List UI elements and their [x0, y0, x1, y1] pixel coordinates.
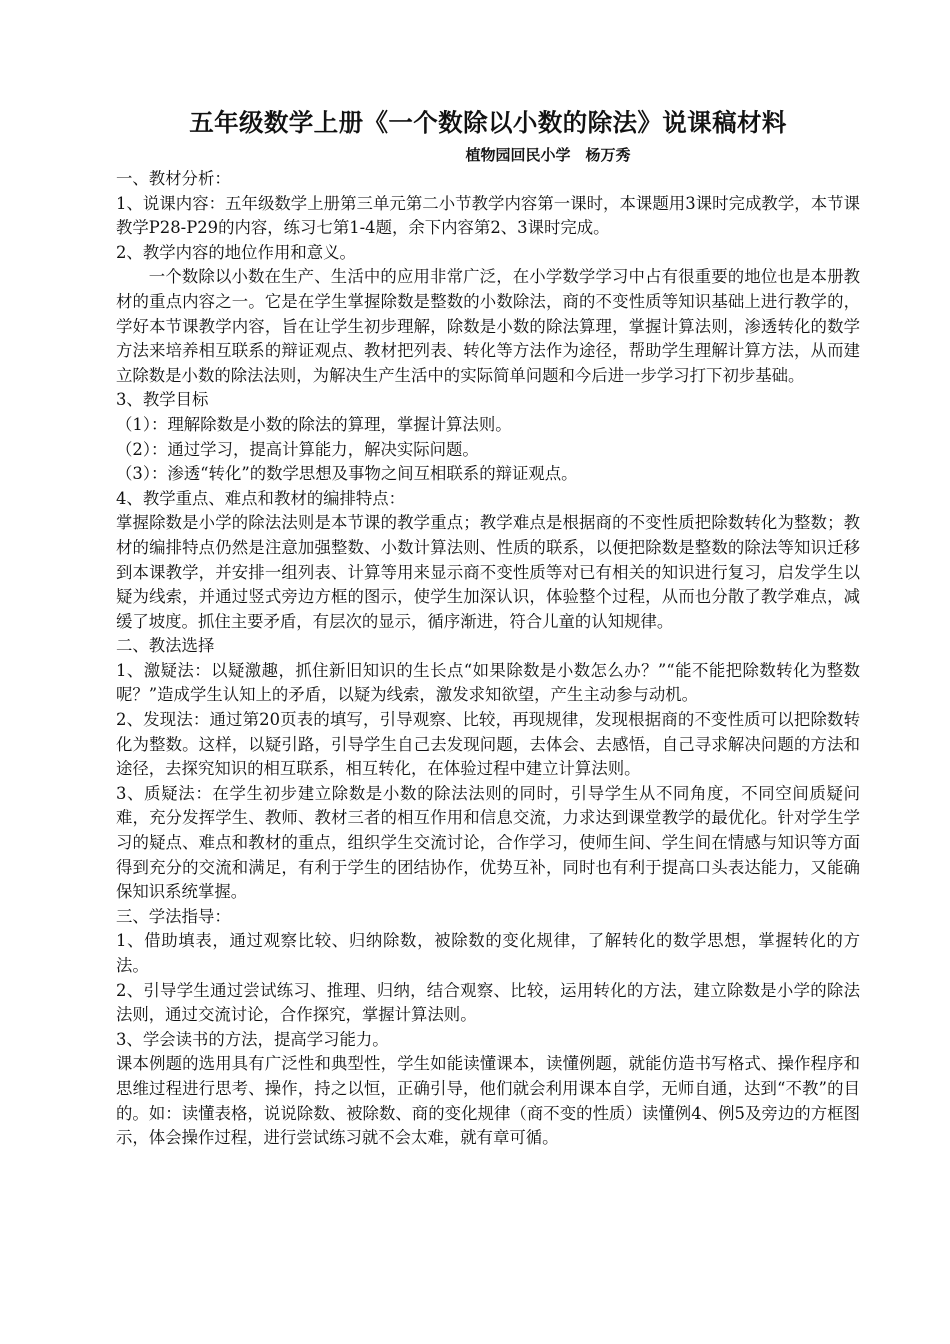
list-item: （3）：渗透“转化”的数学思想及事物之间互相联系的辩证观点。	[116, 464, 578, 484]
subsection-heading: 4、教学重点、难点和教材的编排特点：	[116, 488, 406, 508]
section-heading: 三、学法指导：	[116, 906, 231, 926]
document-author: 植物园回民小学 杨万秀	[465, 146, 631, 164]
subsection-heading: 2、教学内容的地位作用和意义。	[116, 242, 356, 262]
paragraph: 2、发现法：通过第20页表的填写，引导观察、比较，再现规律，发现根据商的不变性质可以把除数转化为整数。这样，以疑引路，引导学生自己去发现问题，去体会、去感悟，自己寻求解决问题的方法和途径，去探究知识的相互联系，相互转化，在体验过程中建立计算法则。	[116, 710, 860, 779]
document-title: 五年级数学上册《一个数除以小数的除法》说课稿材料	[189, 108, 787, 137]
paragraph: 掌握除数是小学的除法法则是本节课的教学重点；教学难点是根据商的不变性质把除数转化为整数；教材的编排特点仍然是注意加强整数、小数计算法则、性质的联系，以便把除数是整数的除法等知识迁移到本课教学，并安排一组列表、计算等用来显示商不变性质等对已有相关的知识进行复习，启发学生以疑为线索，并通过竖式旁边方框的图示，使学生加深认识，体验整个过程，从而也分散了教学难点，减缓了坡度。抓住主要矛盾，有层次的显示，循序渐进，符合儿童的认知规律。	[116, 513, 860, 631]
section-heading: 二、教法选择	[116, 636, 215, 656]
paragraph: 3、质疑法：在学生初步建立除数是小数的除法法则的同时，引导学生从不同角度，不同空间质疑问难，充分发挥学生、教师、教材三者的相互作用和信息交流，力求达到课堂教学的最优化。针对学生学习的疑点、难点和教材的重点，组织学生交流讨论，合作学习，使师生间、学生间在情感与知识等方面得到充分的交流和满足，有利于学生的团结协作，优势互补，同时也有利于提高口头表达能力，又能确保知识系统掌握。	[116, 783, 860, 902]
paragraph: 1、借助填表，通过观察比较、归纳除数，被除数的变化规律，了解转化的数学思想，掌握转化的方法。	[116, 931, 860, 975]
paragraph: 课本例题的选用具有广泛性和典型性，学生如能读懂课本，读懂例题，就能仿造书写格式、操作程序和思维过程进行思考、操作，持之以恒，正确引导，他们就会利用课本自学，无师自通，达到“不教”的目的。如：读懂表格，说说除数、被除数、商的变化规律（商不变的性质）读懂例4、例5及旁边的方框图示，体会操作过程，进行尝试练习就不会太难，就有章可循。	[116, 1054, 860, 1148]
document-page	[116, 103, 860, 1151]
list-item: （2）：通过学习，提高计算能力，解决实际问题。	[116, 439, 479, 459]
list-item: （1）：理解除数是小数的除法的算理，掌握计算法则。	[116, 414, 512, 434]
paragraph: 1、说课内容：五年级数学上册第三单元第二小节教学内容第一课时，本课题用3课时完成教学，本节课教学P28-P29的内容，练习七第1-4题，余下内容第2、3课时完成。	[116, 193, 860, 238]
paragraph: 一个数除以小数在生产、生活中的应用非常广泛，在小学数学学习中占有很重要的地位也是本册教材的重点内容之一。它是在学生掌握除数是整数的小数除法，商的不变性质等知识基础上进行教学的，学好本节课教学内容，旨在让学生初步理解，除数是小数的除法算理，掌握计算法则，渗透转化的数学方法来培养相互联系的辩证观点、教材把列表、转化等方法作为途径，帮助学生理解计算方法，从而建立除数是小数的除法法则，为解决生产生活中的实际简单问题和今后进一步学习打下初步基础。	[116, 267, 860, 385]
paragraph: 2、引导学生通过尝试练习、推理、归纳，结合观察、比较，运用转化的方法，建立除数是小学的除法法则，通过交流讨论，合作探究，掌握计算法则。	[116, 980, 860, 1025]
paragraph: 1、激疑法：以疑激趣，抓住新旧知识的生长点“如果除数是小数怎么办？”“能不能把除数转化为整数呢？”造成学生认知上的矛盾，以疑为线索，激发求知欲望，产生主动参与动机。	[116, 660, 860, 705]
subsection-heading: 3、学会读书的方法，提高学习能力。	[116, 1029, 389, 1049]
subsection-heading: 3、教学目标	[116, 390, 209, 410]
document-body	[116, 167, 860, 1151]
section-heading: 一、教材分析：	[116, 169, 231, 188]
